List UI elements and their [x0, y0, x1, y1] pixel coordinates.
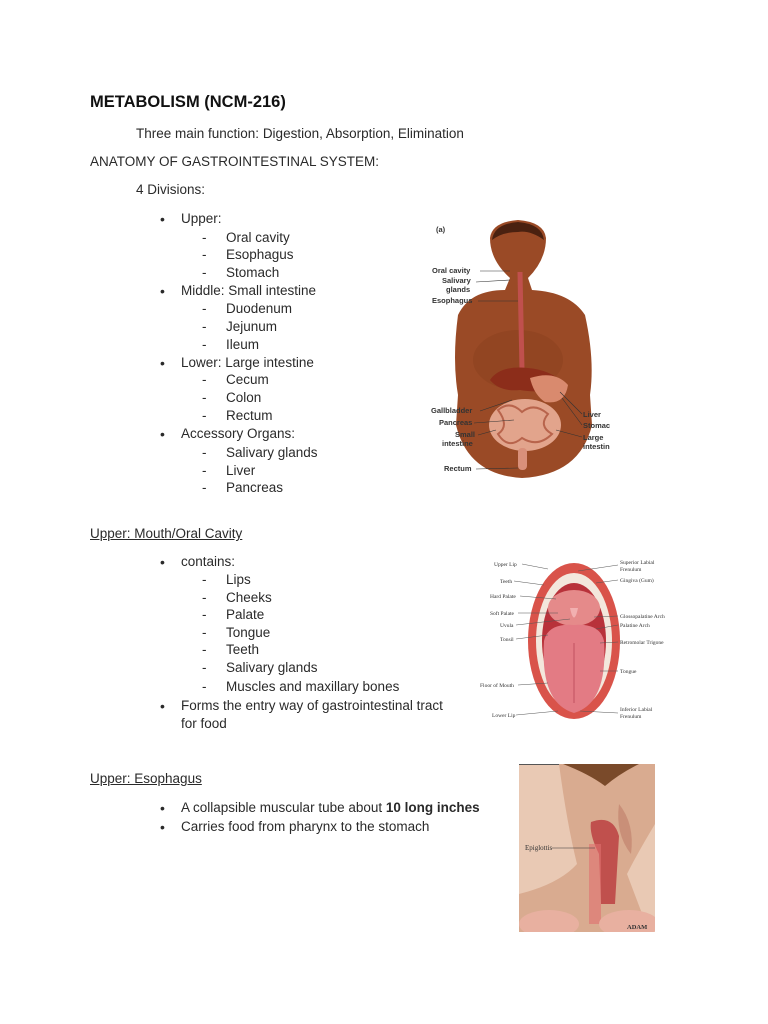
mouth-entry-line1: • Forms the entry way of gastrointestinal tract [181, 697, 443, 715]
digestive-system-figure [430, 220, 612, 482]
anatomy-heading: ANATOMY OF GASTROINTESTINAL SYSTEM: [90, 154, 380, 169]
list-item: - Rectum [226, 407, 273, 425]
esophagus-bullet-1-text: A collapsible muscular tube about [181, 800, 386, 815]
rectum-shape [518, 448, 527, 470]
esophagus-bullet-2: • Carries food from pharynx to the stomach [181, 818, 429, 836]
label-large-intestine: intestin [583, 442, 610, 451]
label-pancreas: Pancreas [439, 418, 473, 427]
label-oral-cavity: Oral cavity [432, 266, 471, 275]
list-item: - Jejunum [226, 318, 277, 336]
label-tonsil: Tonsil [500, 637, 514, 643]
label-glands: glands [446, 285, 471, 294]
label-upper-lip: Upper Lip [494, 562, 517, 568]
label-inferior-frenulum: Frenulum [620, 714, 642, 720]
label-retromolar-trigone: Retromolar Trigone [620, 640, 664, 646]
divisions-heading: 4 Divisions: [136, 182, 206, 197]
panel-label: (a) [436, 225, 446, 234]
division-upper: • Upper: [181, 210, 222, 228]
section-heading-mouth: Upper: Mouth/Oral Cavity [90, 526, 243, 541]
division-accessory: • Accessory Organs: [181, 425, 295, 443]
list-item: - Muscles and maxillary bones [226, 678, 399, 696]
label-salivary: Salivary [442, 276, 471, 285]
list-item: - Salivary glands [226, 444, 318, 462]
label-epiglottis: Epiglottis [525, 844, 553, 852]
page-title: METABOLISM (NCM-216) [90, 93, 286, 111]
intro-text: Three main function: Digestion, Absorption, Elimination [136, 126, 464, 141]
list-item: - Cecum [226, 371, 269, 389]
small-intestine-shape [489, 399, 561, 451]
label-stomach: Stomac [583, 421, 611, 430]
label-superior-frenulum: Frenulum [620, 567, 642, 573]
list-item: - Palate [226, 606, 264, 624]
label-lower-lip: Lower Lip [492, 713, 516, 719]
list-item: - Salivary glands [226, 659, 318, 677]
label-teeth: Teeth [500, 579, 513, 585]
list-item: - Tongue [226, 624, 270, 642]
label-uvula: Uvula [500, 623, 514, 629]
esophagus-shape [520, 272, 522, 370]
label-intestine: intestine [442, 439, 473, 448]
esophagus-bullet-1 [181, 799, 480, 817]
label-hard-palate: Hard Palate [490, 594, 516, 600]
label-rectum: Rectum [444, 464, 472, 473]
division-middle: • Middle: Small intestine [181, 282, 316, 300]
label-glossopalatine-arch: Glossopalatine Arch [620, 614, 665, 620]
list-item: - Ileum [226, 336, 259, 354]
label-gallbladder: Gallbladder [431, 406, 473, 415]
division-lower: • Lower: Large intestine [181, 354, 314, 372]
label-gingiva: Gingiva (Gum) [620, 578, 654, 584]
list-item: - Liver [226, 462, 255, 480]
list-item: - Lips [226, 571, 251, 589]
esophagus-length: 10 long inches [385, 800, 480, 815]
section-heading-esophagus: Upper: Esophagus [90, 771, 202, 786]
list-item: - Stomach [226, 264, 279, 282]
adam-watermark: ADAM [627, 924, 648, 931]
label-esophagus: Esophagus [432, 296, 473, 305]
label-large: Large [583, 433, 604, 442]
label-superior-labial: Superior Labial [620, 560, 655, 566]
list-item: - Colon [226, 389, 261, 407]
list-item: - Cheeks [226, 589, 272, 607]
list-item: - Duodenum [226, 300, 292, 318]
label-liver: Liver [583, 410, 601, 419]
label-tongue: Tongue [620, 669, 637, 675]
label-floor-of-mouth: Floor of Mouth [480, 683, 514, 689]
list-item: - Oral cavity [226, 229, 290, 247]
mouth-entry-line2: for food [181, 716, 227, 731]
oral-cavity-figure [478, 553, 670, 731]
label-inferior-labial: Inferior Labial [620, 707, 653, 713]
label-small: Small [455, 430, 476, 439]
mouth-contains: • contains: [181, 553, 235, 571]
label-soft-palate: Soft Palate [490, 611, 514, 617]
esophagus-neck-figure [519, 764, 655, 932]
label-palatine-arch: Palatine Arch [620, 623, 650, 629]
list-item: - Esophagus [226, 246, 294, 264]
list-item: - Teeth [226, 641, 259, 659]
list-item: - Pancreas [226, 479, 283, 497]
